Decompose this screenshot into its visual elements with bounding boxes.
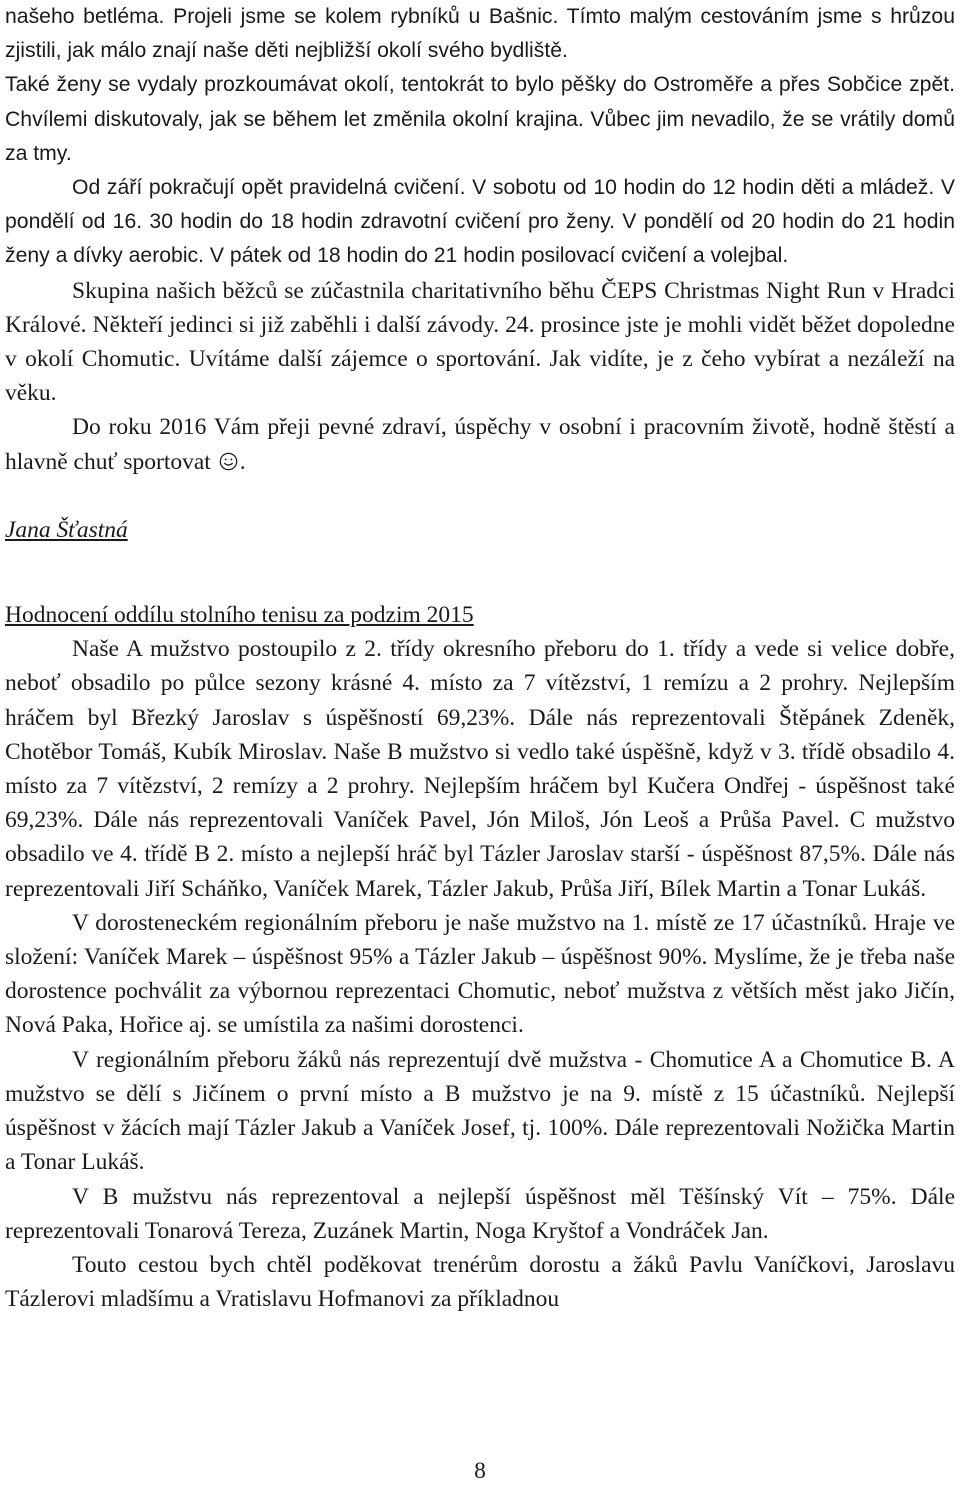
paragraph-women-walk: Také ženy se vydaly prozkoumávat okolí, tentokrát to bylo pěšky do Ostroměře a přes Sobčice zpět. Chvílemi diskutovaly, jak se během let změnila okolní krajina. Vůbec jim nevadilo, že se vrátily domů za tmy. [5, 73, 955, 165]
paragraph-bethlehem-trip: našeho betléma. Projeli jsme se kolem rybníků u Bašnic. Tímto malým cestováním jsme s hrůzou zjistili, jak málo znají naše děti nejbližší okolí svého bydliště. [5, 5, 955, 63]
paragraph-thanks: Touto cestou bych chtěl poděkovat trenérům dorostu a žáků Pavlu Vaníčkovi, Jaroslavu Tázlerovi mladšímu a Vratislavu Hofmanovi za příkladnou [5, 1251, 955, 1313]
paragraph-teams-results: Naše A mužstvo postoupilo z 2. třídy okresního přeboru do 1. třídy a vede si velice dobře, neboť obsadilo po půlce sezony krásné 4. místo za 7 vítězství, 1 remízu a 2 prohry. Nejlepším hráčem byl Březký Jaroslav s úspěšností 69,23%. Dále nás reprezentovali Štěpánek Zdeněk, Chotěbor Tomáš, Kubík Miroslav. Naše B mužstvo si vedlo také úspěšně, když v 3. třídě obsadilo 4. místo za 7 vítězství, 2 remízy a 2 prohry. Nejlepším hráčem byl Kučera Ondřej - úspěšnost také 69,23%. Dále nás reprezentovali Vaníček Pavel, Jón Miloš, Jón Leoš a Průša Pavel. C mužstvo obsadilo ve 4. třídě B 2. místo a nejlepší hráč byl Tázler Jaroslav starší - úspěšnost 87,5%. Dále nás reprezentovali Jiří Scháňko, Vaníček Marek, Tázler Jakub, Průša Jiří, Bílek Martin a Tonar Lukáš. [5, 636, 955, 902]
author-signature: Jana Šťastná [5, 516, 128, 543]
wishes-end: . [239, 448, 246, 475]
paragraph-training-schedule: Od září pokračují opět pravidelná cvičení. V sobotu od 10 hodin do 12 hodin děti a mládež. V pondělí od 16. 30 hodin do 18 hodin zdravotní cvičení pro ženy. V pondělí od 20 hodin do 21 hodin ženy a dívky aerobic. V pátek od 18 hodin do 21 hodin posilovací cvičení a volejbal. [5, 176, 955, 268]
wishes-text: Do roku 2016 Vám přeji pevné zdraví, úspěchy v osobní i pracovním životě, hodně štěstí a hlavně chuť sportovat [5, 414, 955, 475]
paragraph-runners: Skupina našich běžců se zúčastnila charitativního běhu ČEPS Christmas Night Run v Hradci Králové. Někteří jedinci si již zaběhli i další závody. 24. prosince jste je mohli vidět běžet dopoledne v okolí Chomutic. Uvítáme další zájemce o sportování. Jak vidíte, je z čeho vybírat a nezáleží na věku. [5, 277, 955, 407]
paragraph-pupils: V regionálním přeboru žáků nás reprezentují dvě mužstva - Chomutice A a Chomutice B. A mužstvo se dělí s Jičínem o první místo a B mužstvo je na 9. místě z 15 účastníků. Nejlepší úspěšnost v žácích mají Tázler Jakub a Vaníček Josef, tj. 100%. Dále reprezentovali Nožička Martin a Tonar Lukáš. [5, 1046, 955, 1176]
paragraph-b-team-pupils: V B mužstvu nás reprezentoval a nejlepší úspěšnost měl Těšínský Vít – 75%. Dále reprezentovali Tonarová Tereza, Zuzánek Martin, Noga Kryštof a Vondráček Jan. [5, 1183, 955, 1244]
paragraph-juniors: V dorosteneckém regionálním přeboru je naše mužstvo na 1. místě ze 17 účastníků. Hraje ve složení: Vaníček Marek – úspěšnost 95% a Tázler Jakub – úspěšnost 90%. Myslíme, že je třeba naše dorostence pochválit za výbornou reprezentaci Chomutic, neboť mužstva z větších měst jako Jičín, Nová Paka, Hořice aj. se umístila za našimi dorostenci. [5, 909, 955, 1039]
smiley-face-icon [219, 452, 238, 471]
paragraph-wishes [5, 410, 955, 478]
page-number: 8 [474, 1458, 486, 1484]
document-page [5, 0, 955, 1316]
section-title-table-tennis: Hodnocení oddílu stolního tenisu za podzim 2015 [5, 602, 474, 629]
